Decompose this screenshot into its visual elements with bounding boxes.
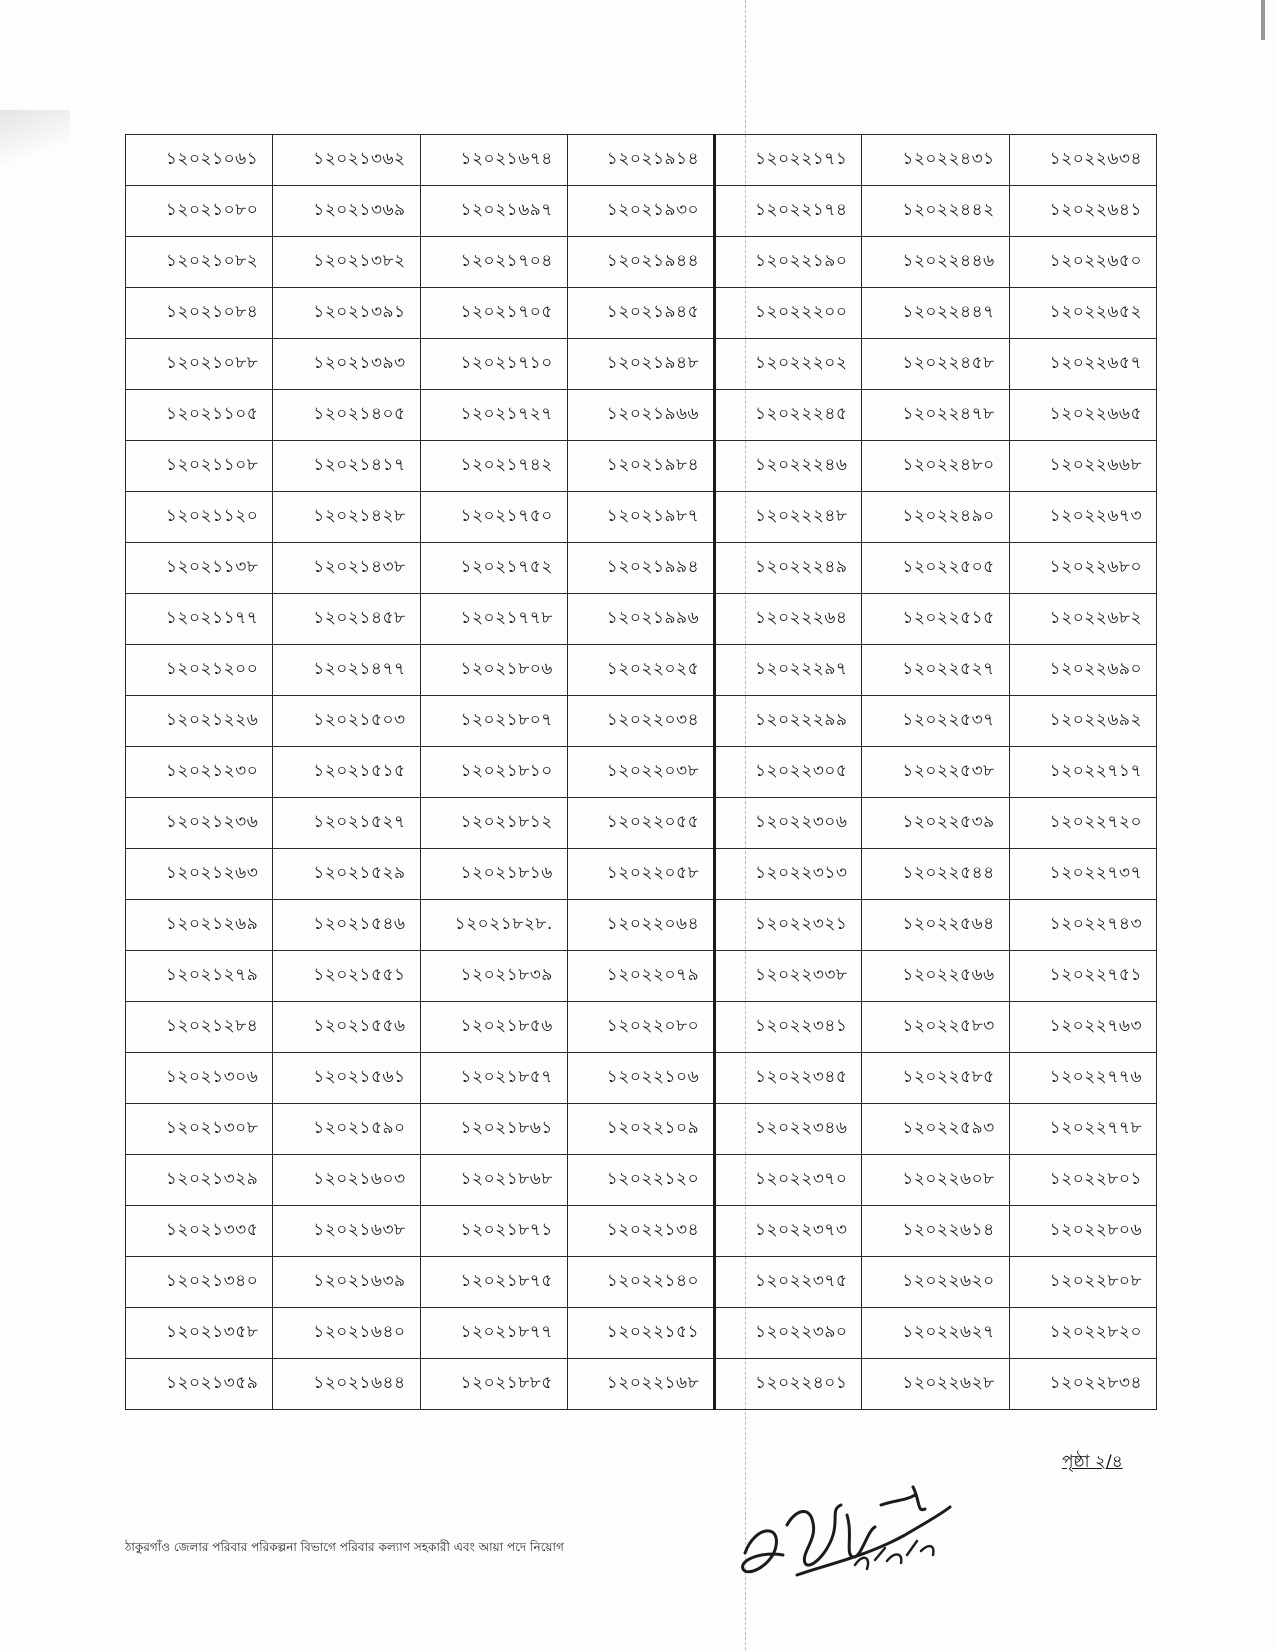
roll-number-cell: ১২০২১৮৬৮ — [420, 1155, 567, 1206]
roll-number-cell: ১২০২২৫৪৪ — [862, 849, 1009, 900]
page-corner-shadow — [0, 110, 70, 170]
roll-number-cell: ১২০২২১৭৪ — [715, 186, 862, 237]
roll-number-cell: ১২০২২৫৮৩ — [862, 1002, 1009, 1053]
roll-number-cell: ১২০২১৫২৯ — [273, 849, 420, 900]
roll-number-cell: ১২০২১২২৬ — [126, 696, 273, 747]
roll-number-cell: ১২০২১৯৪৪ — [567, 237, 714, 288]
roll-number-cell: ১২০২১৪১৭ — [273, 441, 420, 492]
roll-number-cell: ১২০২১৬৭৪ — [420, 135, 567, 186]
roll-number-cell: ১২০২২৭৫১ — [1009, 951, 1156, 1002]
roll-number-cell: ১২০২২৫৮৫ — [862, 1053, 1009, 1104]
roll-number-cell: ১২০২২৪৫৮ — [862, 339, 1009, 390]
roll-number-cell: ১২০২২৪৪৬ — [862, 237, 1009, 288]
roll-number-cell: ১২০২২৩৪১ — [715, 1002, 862, 1053]
roll-number-cell: ১২০২২৫৩৭ — [862, 696, 1009, 747]
table-row — [126, 798, 1157, 849]
table-row — [126, 645, 1157, 696]
roll-number-cell: ১২০২২৭৩৭ — [1009, 849, 1156, 900]
roll-number-cell: ১২০২২২০২ — [715, 339, 862, 390]
roll-number-cell: ১২০২২৬৫২ — [1009, 288, 1156, 339]
roll-number-cell: ১২০২১৯৮৭ — [567, 492, 714, 543]
roll-number-cell: ১২০২২৩০৬ — [715, 798, 862, 849]
roll-number-cell: ১২০২১২৬৩ — [126, 849, 273, 900]
roll-number-cell: ১২০২১৮৩৯ — [420, 951, 567, 1002]
roll-number-cell: ১২০২২৮০৬ — [1009, 1206, 1156, 1257]
roll-number-cell: ১২০২২৪৯০ — [862, 492, 1009, 543]
table-row — [126, 747, 1157, 798]
table-row — [126, 492, 1157, 543]
roll-number-cell: ১২০২২০২৫ — [567, 645, 714, 696]
roll-number-cell: ১২০২১৬৩৯ — [273, 1257, 420, 1308]
table-row — [126, 1257, 1157, 1308]
roll-number-cell: ১২০২২১২০ — [567, 1155, 714, 1206]
roll-number-cell: ১২০২১৯৩০ — [567, 186, 714, 237]
roll-number-cell: ১২০২১৯৯৪ — [567, 543, 714, 594]
table-row — [126, 594, 1157, 645]
roll-number-cell: ১২০২১৭২৭ — [420, 390, 567, 441]
table-row — [126, 1206, 1157, 1257]
roll-number-cell: ১২০২১৩৫৯ — [126, 1359, 273, 1410]
roll-number-cell: ১২০২১১৭৭ — [126, 594, 273, 645]
page-number: পৃষ্ঠা ২/৪ — [1062, 1452, 1123, 1472]
roll-number-cell: ১২০২১৩৪০ — [126, 1257, 273, 1308]
roll-number-cell: ১২০২২৭৭৮ — [1009, 1104, 1156, 1155]
roll-number-cell: ১২০২২১৬৮ — [567, 1359, 714, 1410]
roll-number-cell: ১২০২২১৩৪ — [567, 1206, 714, 1257]
roll-number-cell: ১২০২২৩৭৩ — [715, 1206, 862, 1257]
roll-number-cell: ১২০২২৭৪৩ — [1009, 900, 1156, 951]
roll-number-cell: ১২০২১১০৫ — [126, 390, 273, 441]
roll-number-cell: ১২০২২৭২০ — [1009, 798, 1156, 849]
roll-number-cell: ১২০২১৫৫১ — [273, 951, 420, 1002]
roll-number-cell: ১২০২২৪৭৮ — [862, 390, 1009, 441]
table-row — [126, 543, 1157, 594]
roll-number-cell: ১২০২১৬৩৮ — [273, 1206, 420, 1257]
roll-number-cell: ১২০২২৬৯২ — [1009, 696, 1156, 747]
roll-number-cell: ১২০২১৮৭৭ — [420, 1308, 567, 1359]
roll-number-table — [125, 134, 1157, 1410]
roll-number-cell: ১২০২১৪৩৮ — [273, 543, 420, 594]
roll-number-cell: ১২০২২০৫৫ — [567, 798, 714, 849]
roll-number-cell: ১২০২২৬৮০ — [1009, 543, 1156, 594]
roll-number-cell: ১২০২১৮৮৫ — [420, 1359, 567, 1410]
roll-number-cell: ১২০২১২৩০ — [126, 747, 273, 798]
roll-number-cell: ১২০২১৭৫২ — [420, 543, 567, 594]
roll-number-cell: ১২০২১৮১২ — [420, 798, 567, 849]
roll-number-cell: ১২০২২৬৫০ — [1009, 237, 1156, 288]
roll-number-cell: ১২০২২৫৬৪ — [862, 900, 1009, 951]
table-row — [126, 1308, 1157, 1359]
roll-number-cell: ১২০২২০৬৪ — [567, 900, 714, 951]
roll-number-cell: ১২০২১৫০৩ — [273, 696, 420, 747]
table-row — [126, 1053, 1157, 1104]
roll-number-cell: ১২০২২০৮০ — [567, 1002, 714, 1053]
roll-number-cell: ১২০২২৫৩৮ — [862, 747, 1009, 798]
roll-number-cell: ১২০২২৮০৮ — [1009, 1257, 1156, 1308]
roll-number-cell: ১২০২১৮১৬ — [420, 849, 567, 900]
roll-number-cell: ১২০২২৫৯৩ — [862, 1104, 1009, 1155]
table-row — [126, 1002, 1157, 1053]
roll-number-cell: ১২০২২১০৬ — [567, 1053, 714, 1104]
roll-number-cell: ১২০২১৯১৪ — [567, 135, 714, 186]
roll-number-cell: ১২০২১৫৪৬ — [273, 900, 420, 951]
table-row — [126, 288, 1157, 339]
roll-number-cell: ১২০২২৪৪৭ — [862, 288, 1009, 339]
roll-number-cell: ১২০২২১৫১ — [567, 1308, 714, 1359]
roll-number-cell: ১২০২১১৩৮ — [126, 543, 273, 594]
table-row — [126, 390, 1157, 441]
scan-edge-mark — [1261, 0, 1265, 40]
roll-number-cell: ১২০২১৩৩৫ — [126, 1206, 273, 1257]
table-row — [126, 951, 1157, 1002]
roll-number-cell: ১২০২১১২০ — [126, 492, 273, 543]
roll-number-cell: ১২০২২৫৩৯ — [862, 798, 1009, 849]
roll-number-cell: ১২০২১৮০৭ — [420, 696, 567, 747]
roll-number-cell: ১২০২১৩২৯ — [126, 1155, 273, 1206]
roll-number-cell: ১২০২২৬২৮ — [862, 1359, 1009, 1410]
roll-number-cell: ১২০২২৩০৫ — [715, 747, 862, 798]
roll-number-cell: ১২০২১৭০৫ — [420, 288, 567, 339]
roll-number-cell: ১২০২২১৪০ — [567, 1257, 714, 1308]
roll-number-cell: ১২০২১৩০৮ — [126, 1104, 273, 1155]
roll-number-cell: ১২০২১৫৬১ — [273, 1053, 420, 1104]
roll-number-cell: ১২০২১৯৪৫ — [567, 288, 714, 339]
roll-number-cell: ১২০২১৪৭৭ — [273, 645, 420, 696]
roll-number-cell: ১২০২১৬৪৪ — [273, 1359, 420, 1410]
roll-number-cell: ১২০২১৭০৪ — [420, 237, 567, 288]
roll-number-cell: ১২০২১০৬১ — [126, 135, 273, 186]
signature-image — [735, 1465, 965, 1590]
roll-number-cell: ১২০২১৮৬১ — [420, 1104, 567, 1155]
roll-number-cell: ১২০২১৭৭৮ — [420, 594, 567, 645]
roll-number-cell: ১২০২২৩৩৮ — [715, 951, 862, 1002]
roll-number-cell: ১২০২১৪২৮ — [273, 492, 420, 543]
roll-number-cell: ১২০২২৬২০ — [862, 1257, 1009, 1308]
roll-number-cell: ১২০২১০৮০ — [126, 186, 273, 237]
roll-number-cell: ১২০২২২০০ — [715, 288, 862, 339]
roll-number-cell: ১২০২১৪০৫ — [273, 390, 420, 441]
roll-number-cell: ১২০২১৭১০ — [420, 339, 567, 390]
roll-number-cell: ১২০২১৫৯০ — [273, 1104, 420, 1155]
roll-number-cell: ১২০২২৩৭৫ — [715, 1257, 862, 1308]
roll-number-cell: ১২০২১৩৯৩ — [273, 339, 420, 390]
roll-number-cell: ১২০২২৩১৩ — [715, 849, 862, 900]
roll-number-cell: ১২০২১৩৫৮ — [126, 1308, 273, 1359]
roll-number-cell: ১২০২১৮৫৭ — [420, 1053, 567, 1104]
table-row — [126, 339, 1157, 390]
roll-number-cell: ১২০২২৭৭৬ — [1009, 1053, 1156, 1104]
roll-number-cell: ১২০২২৬৬৫ — [1009, 390, 1156, 441]
table-row — [126, 186, 1157, 237]
roll-number-cell: ১২০২২১৭১ — [715, 135, 862, 186]
roll-number-cell: ১২০২১৫১৫ — [273, 747, 420, 798]
roll-number-cell: ১২০২১৮৫৬ — [420, 1002, 567, 1053]
roll-number-cell: ১২০২২৬১৪ — [862, 1206, 1009, 1257]
roll-number-cell: ১২০২১৬০৩ — [273, 1155, 420, 1206]
roll-number-cell: ১২০২১৫২৭ — [273, 798, 420, 849]
roll-number-cell: ১২০২২২৯৯ — [715, 696, 862, 747]
roll-number-cell: ১২০২২৬৮২ — [1009, 594, 1156, 645]
roll-number-cell: ১২০২২৪০১ — [715, 1359, 862, 1410]
roll-number-cell: ১২০২২৩২১ — [715, 900, 862, 951]
roll-number-cell: ১২০২১৩৬৯ — [273, 186, 420, 237]
roll-number-cell: ১২০২২২৪৬ — [715, 441, 862, 492]
roll-number-cell: ১২০২২০৭৯ — [567, 951, 714, 1002]
roll-number-cell: ১২০২২৩৪৫ — [715, 1053, 862, 1104]
roll-number-cell: ১২০২১৫৫৬ — [273, 1002, 420, 1053]
roll-number-cell: ১২০২২৫৬৬ — [862, 951, 1009, 1002]
roll-number-cell: ১২০২১২৩৬ — [126, 798, 273, 849]
roll-number-cell: ১২০২১৯৪৮ — [567, 339, 714, 390]
table-row — [126, 1155, 1157, 1206]
roll-number-cell: ১২০২১৩০৬ — [126, 1053, 273, 1104]
roll-number-cell: ১২০২১৮৭১ — [420, 1206, 567, 1257]
table-row — [126, 1359, 1157, 1410]
table-row — [126, 441, 1157, 492]
roll-number-cell: ১২০২১৩৬২ — [273, 135, 420, 186]
roll-number-cell: ১২০২২২৪৮ — [715, 492, 862, 543]
roll-number-cell: ১২০২২৪৮০ — [862, 441, 1009, 492]
roll-number-cell: ১২০২১২৬৯ — [126, 900, 273, 951]
roll-number-cell: ১২০২২৩৯০ — [715, 1308, 862, 1359]
roll-number-cell: ১২০২২৬৯০ — [1009, 645, 1156, 696]
roll-number-cell: ১২০২২৬৪১ — [1009, 186, 1156, 237]
roll-number-cell: ১২০২২২৪৯ — [715, 543, 862, 594]
roll-number-cell: ১২০২১৭৫০ — [420, 492, 567, 543]
roll-number-cell: ১২০২২৬৬৮ — [1009, 441, 1156, 492]
roll-number-cell: ১২০২২৬০৮ — [862, 1155, 1009, 1206]
roll-number-cell: ১২০২১৯৬৬ — [567, 390, 714, 441]
roll-number-cell: ১২০২১৮১০ — [420, 747, 567, 798]
roll-number-cell: ১২০২১৬৯৭ — [420, 186, 567, 237]
roll-number-cell: ১২০২২৭৬৩ — [1009, 1002, 1156, 1053]
roll-number-cell: ১২০২১৩৯১ — [273, 288, 420, 339]
roll-number-cell: ১২০২২৫০৫ — [862, 543, 1009, 594]
roll-number-cell: ১২০২১৮৭৫ — [420, 1257, 567, 1308]
roll-number-cell: ১২০২১১০৮ — [126, 441, 273, 492]
roll-number-cell: ১২০২১২৮৪ — [126, 1002, 273, 1053]
roll-number-cell: ১২০২২৩৪৬ — [715, 1104, 862, 1155]
roll-number-cell: ১২০২২২৬৪ — [715, 594, 862, 645]
roll-number-cell: ১২০২১৬৪০ — [273, 1308, 420, 1359]
roll-number-cell: ১২০২২৮২০ — [1009, 1308, 1156, 1359]
roll-number-cell: ১২০২২১০৯ — [567, 1104, 714, 1155]
roll-number-cell: ১২০২১৯৯৬ — [567, 594, 714, 645]
roll-number-cell: ১২০২১৮২৮. — [420, 900, 567, 951]
roll-number-cell: ১২০২২০৩৪ — [567, 696, 714, 747]
table-row — [126, 900, 1157, 951]
roll-number-cell: ১২০২১৮০৬ — [420, 645, 567, 696]
roll-number-cell: ১২০২১৯৮৪ — [567, 441, 714, 492]
roll-number-cell: ১২০২১০৮৮ — [126, 339, 273, 390]
roll-number-cell: ১২০২২০৩৮ — [567, 747, 714, 798]
table-row — [126, 849, 1157, 900]
roll-number-cell: ১২০২১০৮২ — [126, 237, 273, 288]
footer-caption: ঠাকুরগাঁও জেলার পরিবার পরিকল্পনা বিভাগে পরিবার কল্যাণ সহকারী এবং আয়া পদে নিয়োগ — [125, 1540, 564, 1554]
roll-number-cell: ১২০২২৮৩৪ — [1009, 1359, 1156, 1410]
roll-number-cell: ১২০২২৮০১ — [1009, 1155, 1156, 1206]
table-row — [126, 135, 1157, 186]
roll-number-table-body — [126, 135, 1157, 1410]
roll-number-cell: ১২০২২৬৫৭ — [1009, 339, 1156, 390]
roll-number-cell: ১২০২২২৪৫ — [715, 390, 862, 441]
roll-number-cell: ১২০২২৫১৫ — [862, 594, 1009, 645]
table-row — [126, 237, 1157, 288]
table-row — [126, 1104, 1157, 1155]
roll-number-cell: ১২০২২৫২৭ — [862, 645, 1009, 696]
roll-number-cell: ১২০২১০৮৪ — [126, 288, 273, 339]
roll-number-cell: ১২০২২৬৭৩ — [1009, 492, 1156, 543]
roll-number-cell: ১২০২২০৫৮ — [567, 849, 714, 900]
roll-number-cell: ১২০২১৭৪২ — [420, 441, 567, 492]
roll-number-cell: ১২০২২৩৭০ — [715, 1155, 862, 1206]
roll-number-cell: ১২০২১৩৮২ — [273, 237, 420, 288]
roll-number-cell: ১২০২২৬৩৪ — [1009, 135, 1156, 186]
roll-number-cell: ১২০২১২৭৯ — [126, 951, 273, 1002]
roll-number-cell: ১২০২২১৯০ — [715, 237, 862, 288]
roll-number-cell: ১২০২২৭১৭ — [1009, 747, 1156, 798]
roll-number-cell: ১২০২১৪৫৮ — [273, 594, 420, 645]
table-row — [126, 696, 1157, 747]
roll-number-cell: ১২০২২২৯৭ — [715, 645, 862, 696]
roll-number-cell: ১২০২২৪৪২ — [862, 186, 1009, 237]
roll-number-cell: ১২০২২৬২৭ — [862, 1308, 1009, 1359]
roll-number-cell: ১২০২২৪৩১ — [862, 135, 1009, 186]
roll-number-cell: ১২০২১২০০ — [126, 645, 273, 696]
